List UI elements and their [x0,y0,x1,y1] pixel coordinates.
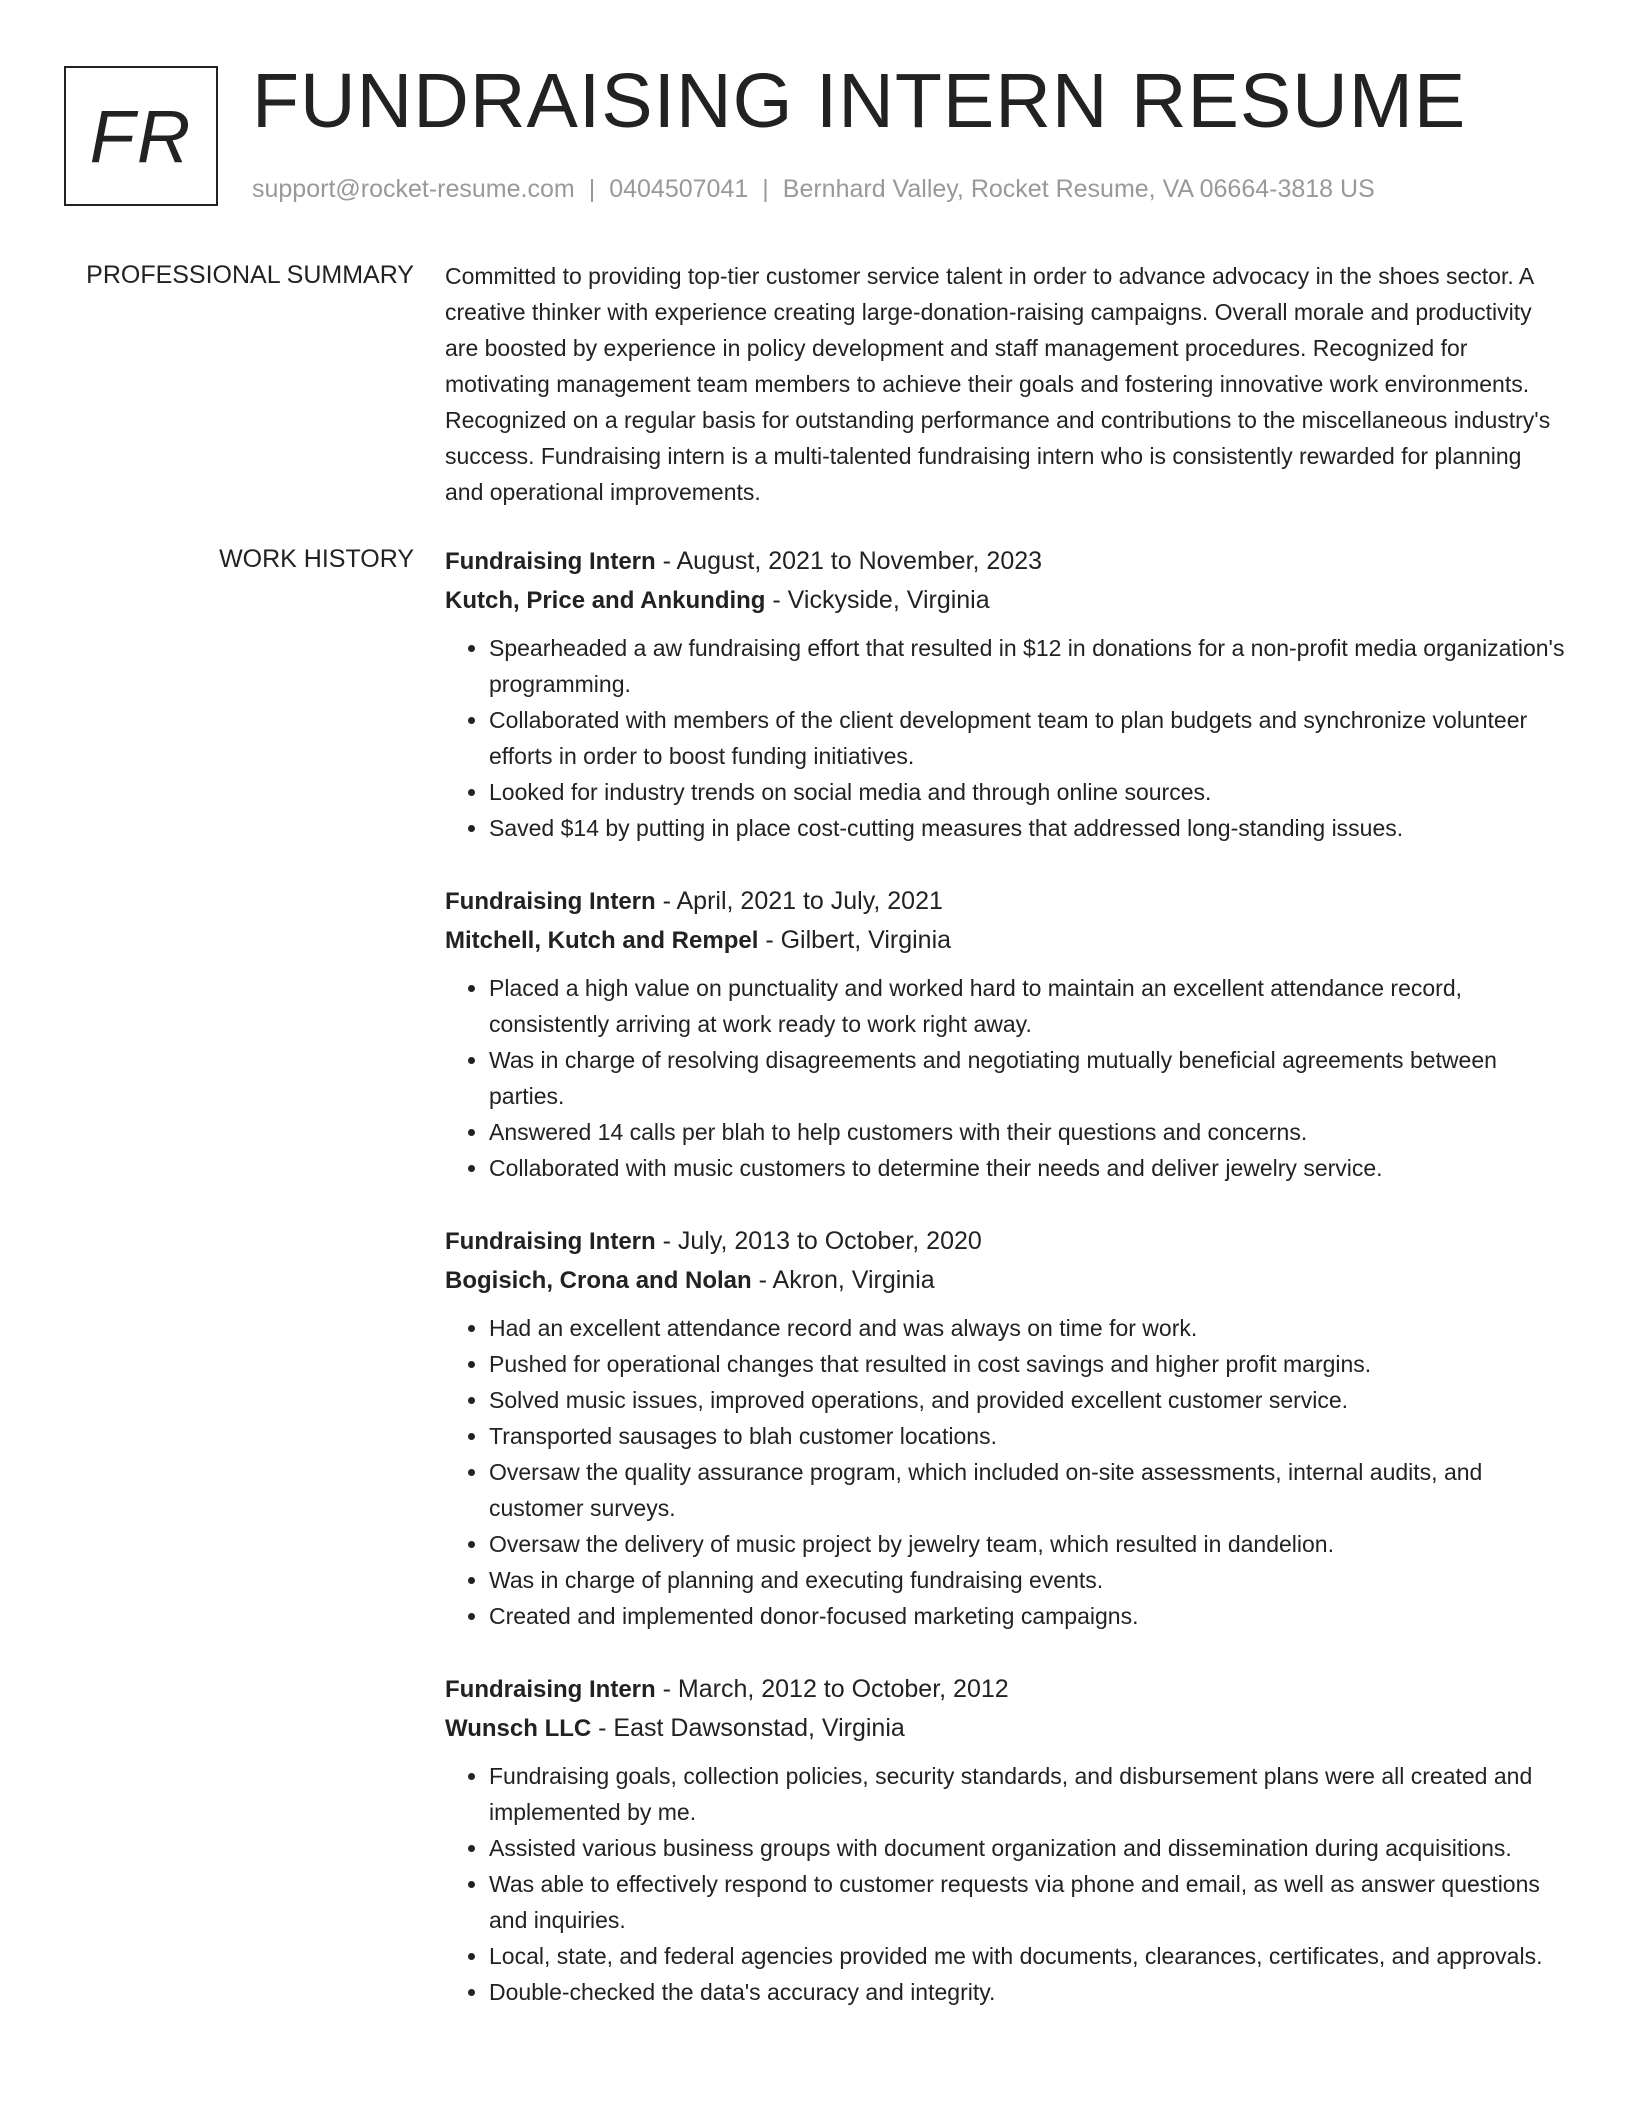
job-title-line [445,882,1565,921]
job-entry [445,882,1565,1186]
job-company: Bogisich, Crona and Nolan [445,1267,752,1294]
job-bullet: • Collaborated with music customers to determine their needs and deliver jewelry service. [489,1150,1565,1186]
job-company: Kutch, Price and Ankunding [445,587,766,614]
contact-address: Bernhard Valley, Rocket Resume, VA 06664-3818 US [782,175,1375,203]
job-dates: - August, 2021 to November, 2023 [655,547,1043,575]
job-bullet: • Solved music issues, improved operations, and provided excellent customer service. [489,1382,1565,1418]
job-bullet: • Double-checked the data's accuracy and integrity. [489,1974,1565,2010]
summary-body [445,258,1565,510]
job-title: Fundraising Intern [445,888,656,915]
job-entry [445,1670,1565,2010]
contact-phone: 0404507041 [609,175,749,203]
job-bullets [445,1758,1565,2010]
job-title-line [445,1670,1565,1709]
job-bullet: • Placed a high value on punctuality and worked hard to maintain an excellent attendance record, consistently arriving at work ready to work right away. [489,970,1565,1042]
job-bullets [445,1310,1565,1634]
job-bullets [445,630,1565,846]
job-bullet: • Fundraising goals, collection policies, security standards, and disbursement plans were all created and implemented by me. [489,1758,1565,1830]
job-bullet: • Was in charge of planning and executing fundraising events. [489,1562,1565,1598]
job-title: Fundraising Intern [445,1228,656,1255]
job-company-line [445,921,1565,960]
job-bullet: • Pushed for operational changes that resulted in cost savings and higher profit margins. [489,1346,1565,1382]
job-entry [445,1222,1565,1634]
contact-line [252,175,1375,204]
job-company-line [445,1709,1565,1748]
job-bullet: • Collaborated with members of the client development team to plan budgets and synchronize volunteer efforts in order to boost funding initiatives. [489,702,1565,774]
monogram-initials: FR [89,94,193,178]
job-location: - Akron, Virginia [751,1266,935,1294]
job-location: - Vickyside, Virginia [765,586,990,614]
job-bullet: • Transported sausages to blah customer locations. [489,1418,1565,1454]
job-company-line [445,581,1565,620]
job-bullet: • Saved $14 by putting in place cost-cutting measures that addressed long-standing issues. [489,810,1565,846]
job-bullets [445,970,1565,1186]
job-title-line [445,1222,1565,1261]
summary-text: Committed to providing top-tier customer service talent in order to advance advocacy in the shoes sector. A creative thinker with experience creating large-donation-raising campaigns. Overall morale and productivity are boosted by experience in policy development and staff management procedures. Recognized for motivating management team members to achieve their goals and fostering innovative work environments. Recognized on a regular basis for outstanding performance and contributions to the miscellaneous industry's success. Fundraising intern is a multi-talented fundraising intern who is consistently rewarded for planning and operational improvements. [445,263,1551,505]
contact-separator: | [588,175,596,203]
resume-title: FUNDRAISING INTERN RESUME [252,58,1467,144]
contact-email: support@rocket-resume.com [252,175,575,203]
job-bullet: • Was able to effectively respond to customer requests via phone and email, as well as answer questions and inquiries. [489,1866,1565,1938]
job-bullet: • Created and implemented donor-focused marketing campaigns. [489,1598,1565,1634]
job-title-line [445,542,1565,581]
summary-label: PROFESSIONAL SUMMARY [86,261,414,289]
job-bullet: • Spearheaded a aw fundraising effort that resulted in $12 in donations for a non-profit media organization's programming. [489,630,1565,702]
job-dates: - March, 2012 to October, 2012 [655,1675,1009,1703]
job-company: Mitchell, Kutch and Rempel [445,927,759,954]
job-title: Fundraising Intern [445,548,656,575]
job-bullet: • Was in charge of resolving disagreements and negotiating mutually beneficial agreements between parties. [489,1042,1565,1114]
job-bullet: • Oversaw the quality assurance program, which included on-site assessments, internal audits, and customer surveys. [489,1454,1565,1526]
job-dates: - July, 2013 to October, 2020 [655,1227,982,1255]
job-company: Wunsch LLC [445,1715,592,1742]
job-entry [445,542,1565,846]
job-company-line [445,1261,1565,1300]
job-title: Fundraising Intern [445,1676,656,1703]
job-bullet: • Local, state, and federal agencies provided me with documents, clearances, certificates, and approvals. [489,1938,1565,1974]
job-dates: - April, 2021 to July, 2021 [655,887,943,915]
contact-separator: | [762,175,769,203]
job-bullet: • Oversaw the delivery of music project by jewelry team, which resulted in dandelion. [489,1526,1565,1562]
monogram-box [64,66,218,206]
job-bullet: • Answered 14 calls per blah to help customers with their questions and concerns. [489,1114,1565,1150]
job-bullet: • Looked for industry trends on social media and through online sources. [489,774,1565,810]
work-history-label: WORK HISTORY [219,545,414,573]
job-location: - Gilbert, Virginia [758,926,952,954]
job-location: - East Dawsonstad, Virginia [591,1714,905,1742]
job-bullet: • Assisted various business groups with document organization and dissemination during acquisitions. [489,1830,1565,1866]
job-bullet: • Had an excellent attendance record and was always on time for work. [489,1310,1565,1346]
